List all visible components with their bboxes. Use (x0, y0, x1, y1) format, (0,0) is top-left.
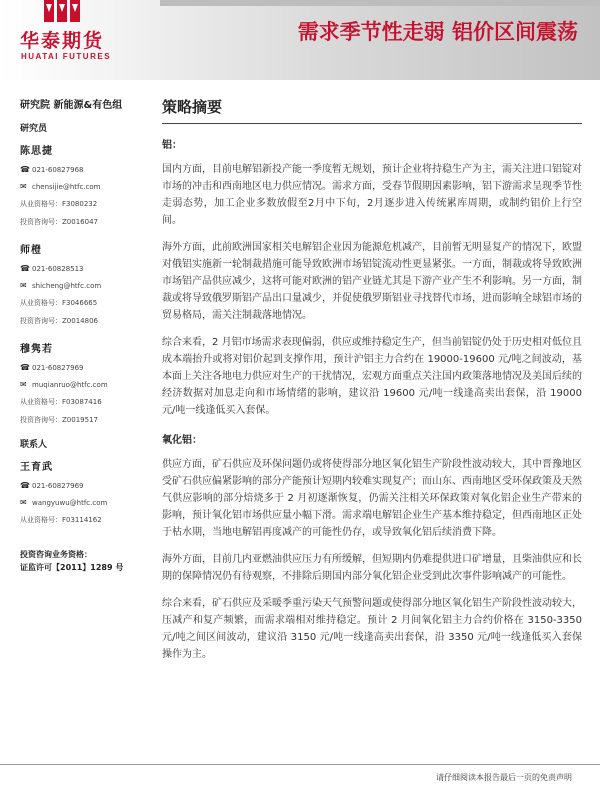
invest-label: 投资咨询号： (20, 218, 62, 226)
header-topline (160, 0, 600, 6)
cert-label: 从业资格号： (20, 200, 62, 208)
phone-row (20, 264, 148, 273)
cert-row (20, 298, 148, 308)
invest-number: Z0016047 (62, 218, 98, 226)
invest-number: Z0019517 (62, 416, 98, 424)
analyst-name: 师橙 (20, 245, 42, 256)
phone-row (20, 481, 148, 490)
alumina-heading: 氧化铝： (162, 435, 202, 446)
phone-icon: ☎ (20, 165, 30, 174)
section-title: 策略摘要 (162, 96, 582, 124)
huatai-logo-icon (42, 0, 82, 22)
footer-disclaimer: 请仔细阅读本报告最后一页的免责声明 (436, 773, 572, 782)
email-icon: ✉ (20, 281, 27, 290)
phone-row (20, 363, 148, 372)
researcher-label: 研究员 (20, 124, 48, 134)
cert-label: 从业资格号： (20, 398, 62, 406)
email-icon: ✉ (20, 182, 27, 191)
footer-divider (0, 764, 600, 765)
aluminum-paragraph: 海外方面，此前欧洲国家相关电解铝企业因为能源危机减产，目前暂无明显复产的情况下，欧盟对俄铝实施新一轮制裁措施可能导致欧洲市场铝锭流动性更显紧张。一方面，制裁或将导致欧洲市场铝产品供应减少，这将可能对欧洲的铝产业链尤其是下游产业产生不利影响。另一方面，制裁或将导致俄罗斯铝产品出口量减少，并促使俄罗斯铝业寻找替代市场，进而影响全球铝市场的贸易格局，需关注制裁落地情况。 (162, 242, 582, 321)
email-row (20, 380, 148, 389)
phone-icon: ☎ (20, 363, 30, 372)
aluminum-paragraph: 综合来看，2 月铝市场需求表现偏弱，供应或维持稳定生产，但当前铝锭仍处于历史相对低位且成本端抬升或将对铝价起到支撑作用，预计沪铝主力合约在 19000-19600 元/吨之间波动，基本面上关注各地电力供应对生产的干扰情况，宏观方面重点关注国内政策落地情况及美国后续的经济数据对加息走向和市场情绪的影响，建议沿 19600 元/吨一线逢高卖出套保，沿 19000 元/吨一线逢低买入套保。 (162, 337, 582, 416)
email-address[interactable]: muqianruo@htfc.com (32, 380, 108, 389)
alumina-paragraph: 海外方面，目前几内亚燃油供应压力有所缓解，但短期内仍难提供进口矿增量，且柴油供应和长期的保障情况仍有待观察，不排除后期国内部分氧化铝企业受到此次事件影响减产的可能性。 (162, 554, 582, 582)
cert-number: F03114162 (62, 516, 102, 524)
email-address[interactable]: shicheng@htfc.com (32, 281, 102, 290)
license-label: 投资咨询业务资格： (20, 550, 92, 559)
invest-label: 投资咨询号： (20, 317, 62, 325)
invest-number: Z0014806 (62, 317, 98, 325)
department-label: 研究院 新能源&有色组 (20, 100, 123, 111)
email-address[interactable]: wangyuwu@htfc.com (32, 498, 108, 507)
email-icon: ✉ (20, 380, 27, 389)
invest-label: 投资咨询号： (20, 416, 62, 424)
contact-label: 联系人 (20, 440, 48, 450)
analyst-card (20, 142, 148, 227)
invest-row (20, 316, 148, 326)
invest-row (20, 217, 148, 227)
analyst-card (20, 241, 148, 326)
strategy-summary (162, 96, 582, 663)
company-logo (20, 0, 160, 70)
contact-name: 王育武 (20, 462, 53, 473)
invest-row (20, 415, 148, 425)
report-title: 需求季节性走弱 铝价区间震荡 (297, 20, 578, 44)
author-sidebar (20, 96, 148, 525)
alumina-paragraph: 供应方面，矿石供应及环保问题仍或将使得部分地区氧化铝生产阶段性波动较大，其中晋豫地区受矿石供应偏紧影响的部分产能预计短期内较难实现复产；而山东、西南地区受环保政策及天然气供应影响的部分焙烧多于 2 月初逐渐恢复，仍需关注相关环保政策对氧化铝企业生产带来的影响，预计氧化铝市场供应量小幅下滑。需求端电解铝企业生产基本维持稳定，但西南地区正处于枯水期，当地电解铝再度减产的可能性仍存，或导致氧化铝后续消费下降。 (162, 459, 582, 538)
email-icon: ✉ (20, 498, 27, 507)
analyst-card (20, 340, 148, 425)
report-header (0, 0, 600, 80)
cert-label: 从业资格号： (20, 516, 62, 524)
analyst-name: 陈思捷 (20, 146, 53, 157)
cert-row (20, 397, 148, 407)
contact-card (20, 458, 148, 525)
phone-row (20, 165, 148, 174)
email-address[interactable]: chensijie@htfc.com (32, 182, 101, 191)
license-info (20, 548, 148, 574)
cert-number: F3046665 (62, 299, 98, 307)
cert-label: 从业资格号： (20, 299, 62, 307)
phone-number: 021-60827968 (32, 165, 84, 174)
cert-row (20, 199, 148, 209)
phone-number: 021-60828513 (32, 264, 84, 273)
aluminum-paragraph: 国内方面，目前电解铝新投产能一季度暂无规划，预计企业将持稳生产为主，需关注进口铝锭对市场的冲击和西南地区电力供应情况。需求方面，受春节假期因素影响，铝下游需求呈现季节性走弱态势，加工企业多数放假至2月中下旬，2月逐步进入传统累库周期，或制约铝价上行空间。 (162, 164, 582, 226)
phone-number: 021-60827969 (32, 363, 84, 372)
email-row (20, 182, 148, 191)
logo-name-en: HUATAI FUTURES (21, 52, 112, 61)
logo-name-cn: 华泰期货 (20, 30, 105, 52)
cert-row (20, 515, 148, 525)
phone-icon: ☎ (20, 264, 30, 273)
alumina-paragraph: 综合来看，矿石供应及采暖季重污染天气预警问题或使得部分地区氧化铝生产阶段性波动较大，压减产和复产频繁，而需求端相对维持稳定。预计 2 月间氧化铝主力合约价格在 3150-3350 元/吨之间区间波动，建议沿 3150 元/吨一线逢高卖出套保，沿 3350 元/吨一线逢低买入套保操作为主。 (162, 598, 582, 660)
aluminum-heading: 铝： (162, 140, 182, 151)
analyst-name: 穆隽若 (20, 344, 53, 355)
cert-number: F03087416 (62, 398, 102, 406)
email-row (20, 281, 148, 290)
phone-number: 021-60827969 (32, 481, 84, 490)
cert-number: F3080232 (62, 200, 98, 208)
phone-icon: ☎ (20, 481, 30, 490)
license-number: 证监许可【2011】1289 号 (20, 563, 124, 572)
email-row (20, 498, 148, 507)
